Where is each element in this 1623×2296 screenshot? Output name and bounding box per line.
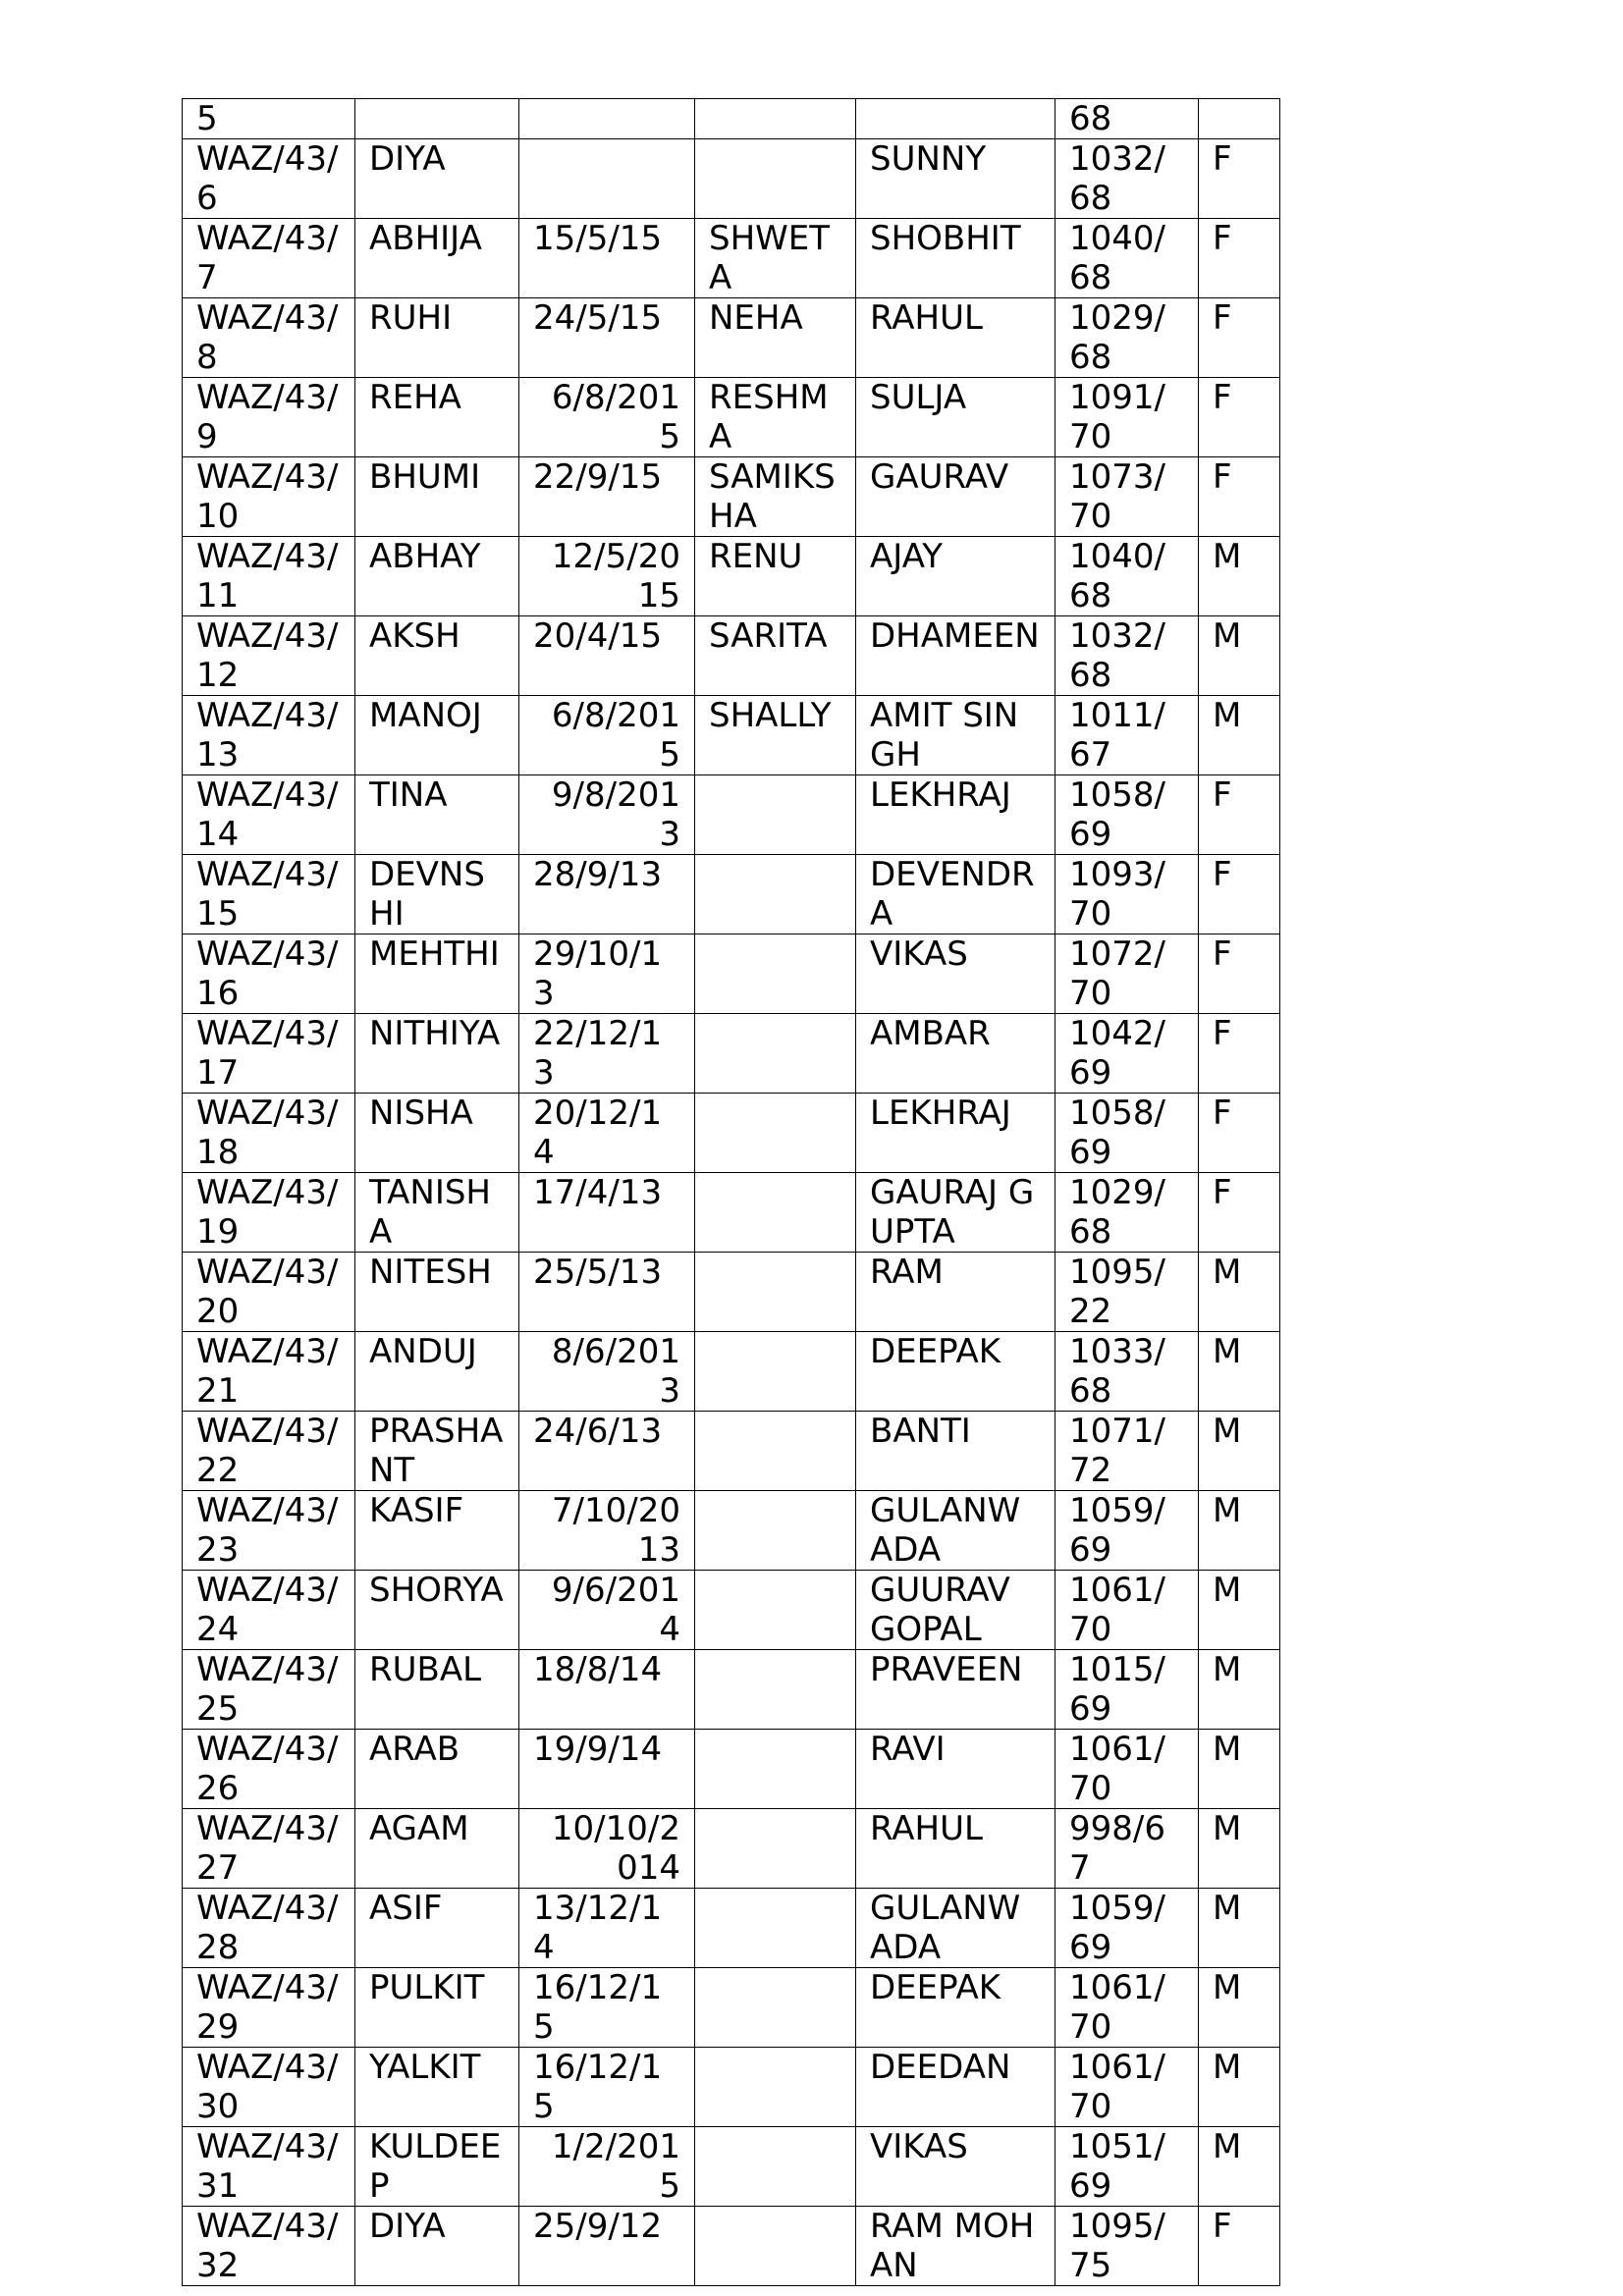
father-name-cell: RAHUL (856, 1809, 1055, 1889)
sex-cell: M (1199, 1730, 1280, 1809)
father-name-cell: SHOBHIT (856, 219, 1055, 298)
father-name-cell: DEEPAK (856, 1968, 1055, 2048)
table-row (183, 1968, 1280, 2048)
father-name-cell: PRAVEEN (856, 1650, 1055, 1730)
dob-cell: 6/8/2015 (519, 696, 695, 775)
table-row (183, 139, 1280, 219)
father-name-cell: AJAY (856, 537, 1055, 616)
house-no-cell: 1029/68 (1055, 1173, 1199, 1253)
mother-name-cell: SHWETA (695, 219, 856, 298)
dob-cell: 7/10/2013 (519, 1491, 695, 1571)
reg-no-cell: WAZ/43/26 (183, 1730, 355, 1809)
mother-name-cell (695, 2048, 856, 2127)
child-name-cell: DIYA (355, 139, 519, 219)
sex-cell: F (1199, 298, 1280, 378)
reg-no-cell: WAZ/43/12 (183, 616, 355, 696)
child-name-cell: SHORYA (355, 1571, 519, 1650)
father-name-cell: BANTI (856, 1412, 1055, 1491)
house-no-cell: 1061/70 (1055, 2048, 1199, 2127)
reg-no-cell: WAZ/43/14 (183, 775, 355, 855)
sex-cell: M (1199, 696, 1280, 775)
house-no-cell: 1058/69 (1055, 1094, 1199, 1173)
child-name-cell: REHA (355, 378, 519, 457)
table-row (183, 1571, 1280, 1650)
child-name-cell: KASIF (355, 1491, 519, 1571)
sex-cell: F (1199, 378, 1280, 457)
table-row (183, 2207, 1280, 2286)
father-name-cell: GUURAV GOPAL (856, 1571, 1055, 1650)
table-row (183, 1412, 1280, 1491)
dob-cell: 1/2/2015 (519, 2127, 695, 2207)
dob-cell: 24/5/15 (519, 298, 695, 378)
mother-name-cell: SARITA (695, 616, 856, 696)
mother-name-cell (695, 99, 856, 139)
sex-cell: M (1199, 1650, 1280, 1730)
reg-no-cell: WAZ/43/16 (183, 934, 355, 1014)
child-name-cell: ABHAY (355, 537, 519, 616)
house-no-cell: 1091/70 (1055, 378, 1199, 457)
father-name-cell: RAHUL (856, 298, 1055, 378)
dob-cell: 10/10/2014 (519, 1809, 695, 1889)
dob-cell: 8/6/2013 (519, 1332, 695, 1412)
house-no-cell: 1058/69 (1055, 775, 1199, 855)
father-name-cell (856, 99, 1055, 139)
table-row (183, 1889, 1280, 1968)
house-no-cell: 1040/68 (1055, 219, 1199, 298)
father-name-cell: VIKAS (856, 934, 1055, 1014)
mother-name-cell (695, 1014, 856, 1094)
sex-cell: F (1199, 855, 1280, 934)
dob-cell: 28/9/13 (519, 855, 695, 934)
house-no-cell: 1011/67 (1055, 696, 1199, 775)
child-name-cell: ABHIJA (355, 219, 519, 298)
sex-cell: F (1199, 1094, 1280, 1173)
mother-name-cell (695, 1968, 856, 2048)
father-name-cell: LEKHRAJ (856, 775, 1055, 855)
house-no-cell: 1095/22 (1055, 1253, 1199, 1332)
child-name-cell: TANISHA (355, 1173, 519, 1253)
mother-name-cell: RESHMA (695, 378, 856, 457)
house-no-cell: 1032/68 (1055, 139, 1199, 219)
reg-no-cell: WAZ/43/29 (183, 1968, 355, 2048)
father-name-cell: SULJA (856, 378, 1055, 457)
child-name-cell: RUBAL (355, 1650, 519, 1730)
child-name-cell: DEVNSHI (355, 855, 519, 934)
sex-cell: F (1199, 2207, 1280, 2286)
house-no-cell: 1095/75 (1055, 2207, 1199, 2286)
mother-name-cell (695, 1094, 856, 1173)
dob-cell: 20/12/14 (519, 1094, 695, 1173)
dob-cell: 17/4/13 (519, 1173, 695, 1253)
dob-cell (519, 139, 695, 219)
mother-name-cell (695, 1332, 856, 1412)
house-no-cell: 1072/70 (1055, 934, 1199, 1014)
mother-name-cell (695, 775, 856, 855)
father-name-cell: RAM (856, 1253, 1055, 1332)
house-no-cell: 1051/69 (1055, 2127, 1199, 2207)
sex-cell: F (1199, 457, 1280, 537)
table-row (183, 219, 1280, 298)
table-row (183, 696, 1280, 775)
reg-no-cell: WAZ/43/28 (183, 1889, 355, 1968)
child-name-cell: ARAB (355, 1730, 519, 1809)
sex-cell: F (1199, 219, 1280, 298)
table-row (183, 1730, 1280, 1809)
reg-no-cell: WAZ/43/10 (183, 457, 355, 537)
reg-no-cell: WAZ/43/9 (183, 378, 355, 457)
father-name-cell: GAURAJ GUPTA (856, 1173, 1055, 1253)
reg-no-cell: WAZ/43/27 (183, 1809, 355, 1889)
mother-name-cell (695, 2207, 856, 2286)
child-name-cell: AGAM (355, 1809, 519, 1889)
house-no-cell: 1032/68 (1055, 616, 1199, 696)
mother-name-cell (695, 1173, 856, 1253)
dob-cell: 22/12/13 (519, 1014, 695, 1094)
mother-name-cell: RENU (695, 537, 856, 616)
sex-cell: M (1199, 2127, 1280, 2207)
father-name-cell: LEKHRAJ (856, 1094, 1055, 1173)
table-row (183, 457, 1280, 537)
sex-cell (1199, 99, 1280, 139)
sex-cell: F (1199, 1173, 1280, 1253)
house-no-cell: 1061/70 (1055, 1571, 1199, 1650)
child-name-cell: PULKIT (355, 1968, 519, 2048)
sex-cell: M (1199, 1253, 1280, 1332)
father-name-cell: GULANWADA (856, 1491, 1055, 1571)
father-name-cell: GAURAV (856, 457, 1055, 537)
dob-cell (519, 99, 695, 139)
father-name-cell: RAVI (856, 1730, 1055, 1809)
mother-name-cell (695, 1571, 856, 1650)
house-no-cell: 1093/70 (1055, 855, 1199, 934)
child-name-cell: RUHI (355, 298, 519, 378)
father-name-cell: DEVENDRA (856, 855, 1055, 934)
reg-no-cell: WAZ/43/22 (183, 1412, 355, 1491)
reg-no-cell: 5 (183, 99, 355, 139)
reg-no-cell: WAZ/43/24 (183, 1571, 355, 1650)
house-no-cell: 1033/68 (1055, 1332, 1199, 1412)
table-row (183, 378, 1280, 457)
mother-name-cell (695, 1809, 856, 1889)
sex-cell: M (1199, 1889, 1280, 1968)
mother-name-cell (695, 1730, 856, 1809)
dob-cell: 20/4/15 (519, 616, 695, 696)
father-name-cell: VIKAS (856, 2127, 1055, 2207)
child-name-cell: MANOJ (355, 696, 519, 775)
house-no-cell: 1073/70 (1055, 457, 1199, 537)
reg-no-cell: WAZ/43/18 (183, 1094, 355, 1173)
reg-no-cell: WAZ/43/20 (183, 1253, 355, 1332)
dob-cell: 25/9/12 (519, 2207, 695, 2286)
father-name-cell: DHAMEEN (856, 616, 1055, 696)
table-row (183, 537, 1280, 616)
sex-cell: M (1199, 1968, 1280, 2048)
mother-name-cell: SHALLY (695, 696, 856, 775)
reg-no-cell: WAZ/43/19 (183, 1173, 355, 1253)
child-name-cell: TINA (355, 775, 519, 855)
table-row (183, 1014, 1280, 1094)
house-no-cell: 1061/70 (1055, 1968, 1199, 2048)
father-name-cell: DEEPAK (856, 1332, 1055, 1412)
sex-cell: M (1199, 537, 1280, 616)
table-row (183, 775, 1280, 855)
dob-cell: 9/6/2014 (519, 1571, 695, 1650)
dob-cell: 16/12/15 (519, 2048, 695, 2127)
dob-cell: 29/10/13 (519, 934, 695, 1014)
mother-name-cell (695, 934, 856, 1014)
mother-name-cell (695, 1253, 856, 1332)
mother-name-cell: SAMIKSHA (695, 457, 856, 537)
sex-cell: M (1199, 2048, 1280, 2127)
father-name-cell: GULANWADA (856, 1889, 1055, 1968)
child-name-cell: DIYA (355, 2207, 519, 2286)
father-name-cell: RAM MOHAN (856, 2207, 1055, 2286)
house-no-cell: 1059/69 (1055, 1889, 1199, 1968)
house-no-cell: 68 (1055, 99, 1199, 139)
sex-cell: M (1199, 616, 1280, 696)
dob-cell: 15/5/15 (519, 219, 695, 298)
house-no-cell: 1042/69 (1055, 1014, 1199, 1094)
father-name-cell: AMIT SINGH (856, 696, 1055, 775)
reg-no-cell: WAZ/43/6 (183, 139, 355, 219)
mother-name-cell: NEHA (695, 298, 856, 378)
reg-no-cell: WAZ/43/17 (183, 1014, 355, 1094)
dob-cell: 12/5/2015 (519, 537, 695, 616)
records-table-body (183, 99, 1280, 2286)
table-row (183, 616, 1280, 696)
sex-cell: F (1199, 1014, 1280, 1094)
reg-no-cell: WAZ/43/8 (183, 298, 355, 378)
sex-cell: M (1199, 1809, 1280, 1889)
table-row (183, 855, 1280, 934)
mother-name-cell (695, 1491, 856, 1571)
table-row (183, 99, 1280, 139)
sex-cell: M (1199, 1571, 1280, 1650)
child-name-cell: ASIF (355, 1889, 519, 1968)
child-name-cell: ANDUJ (355, 1332, 519, 1412)
table-row (183, 1809, 1280, 1889)
mother-name-cell (695, 139, 856, 219)
house-no-cell: 998/67 (1055, 1809, 1199, 1889)
child-name-cell: PRASHANT (355, 1412, 519, 1491)
sex-cell: M (1199, 1412, 1280, 1491)
table-row (183, 1332, 1280, 1412)
reg-no-cell: WAZ/43/25 (183, 1650, 355, 1730)
mother-name-cell (695, 1650, 856, 1730)
house-no-cell: 1071/72 (1055, 1412, 1199, 1491)
sex-cell: F (1199, 775, 1280, 855)
reg-no-cell: WAZ/43/32 (183, 2207, 355, 2286)
table-row (183, 1253, 1280, 1332)
reg-no-cell: WAZ/43/15 (183, 855, 355, 934)
table-row (183, 934, 1280, 1014)
child-name-cell: AKSH (355, 616, 519, 696)
table-row (183, 1173, 1280, 1253)
dob-cell: 6/8/2015 (519, 378, 695, 457)
table-row (183, 1094, 1280, 1173)
child-name-cell (355, 99, 519, 139)
dob-cell: 9/8/2013 (519, 775, 695, 855)
table-row (183, 1650, 1280, 1730)
reg-no-cell: WAZ/43/7 (183, 219, 355, 298)
reg-no-cell: WAZ/43/31 (183, 2127, 355, 2207)
sex-cell: F (1199, 934, 1280, 1014)
house-no-cell: 1061/70 (1055, 1730, 1199, 1809)
reg-no-cell: WAZ/43/11 (183, 537, 355, 616)
table-row (183, 2048, 1280, 2127)
table-row (183, 1491, 1280, 1571)
mother-name-cell (695, 1412, 856, 1491)
child-name-cell: MEHTHI (355, 934, 519, 1014)
father-name-cell: DEEDAN (856, 2048, 1055, 2127)
table-row (183, 298, 1280, 378)
mother-name-cell (695, 1889, 856, 1968)
records-table (182, 98, 1280, 2286)
dob-cell: 13/12/14 (519, 1889, 695, 1968)
house-no-cell: 1029/68 (1055, 298, 1199, 378)
child-name-cell: NISHA (355, 1094, 519, 1173)
father-name-cell: SUNNY (856, 139, 1055, 219)
child-name-cell: NITESH (355, 1253, 519, 1332)
sex-cell: M (1199, 1491, 1280, 1571)
reg-no-cell: WAZ/43/13 (183, 696, 355, 775)
child-name-cell: NITHIYA (355, 1014, 519, 1094)
mother-name-cell (695, 2127, 856, 2207)
reg-no-cell: WAZ/43/21 (183, 1332, 355, 1412)
house-no-cell: 1015/69 (1055, 1650, 1199, 1730)
dob-cell: 25/5/13 (519, 1253, 695, 1332)
child-name-cell: BHUMI (355, 457, 519, 537)
dob-cell: 22/9/15 (519, 457, 695, 537)
house-no-cell: 1059/69 (1055, 1491, 1199, 1571)
table-row (183, 2127, 1280, 2207)
reg-no-cell: WAZ/43/30 (183, 2048, 355, 2127)
dob-cell: 24/6/13 (519, 1412, 695, 1491)
sex-cell: F (1199, 139, 1280, 219)
sex-cell: M (1199, 1332, 1280, 1412)
mother-name-cell (695, 855, 856, 934)
dob-cell: 19/9/14 (519, 1730, 695, 1809)
dob-cell: 18/8/14 (519, 1650, 695, 1730)
child-name-cell: YALKIT (355, 2048, 519, 2127)
child-name-cell: KULDEEP (355, 2127, 519, 2207)
house-no-cell: 1040/68 (1055, 537, 1199, 616)
father-name-cell: AMBAR (856, 1014, 1055, 1094)
dob-cell: 16/12/15 (519, 1968, 695, 2048)
reg-no-cell: WAZ/43/23 (183, 1491, 355, 1571)
